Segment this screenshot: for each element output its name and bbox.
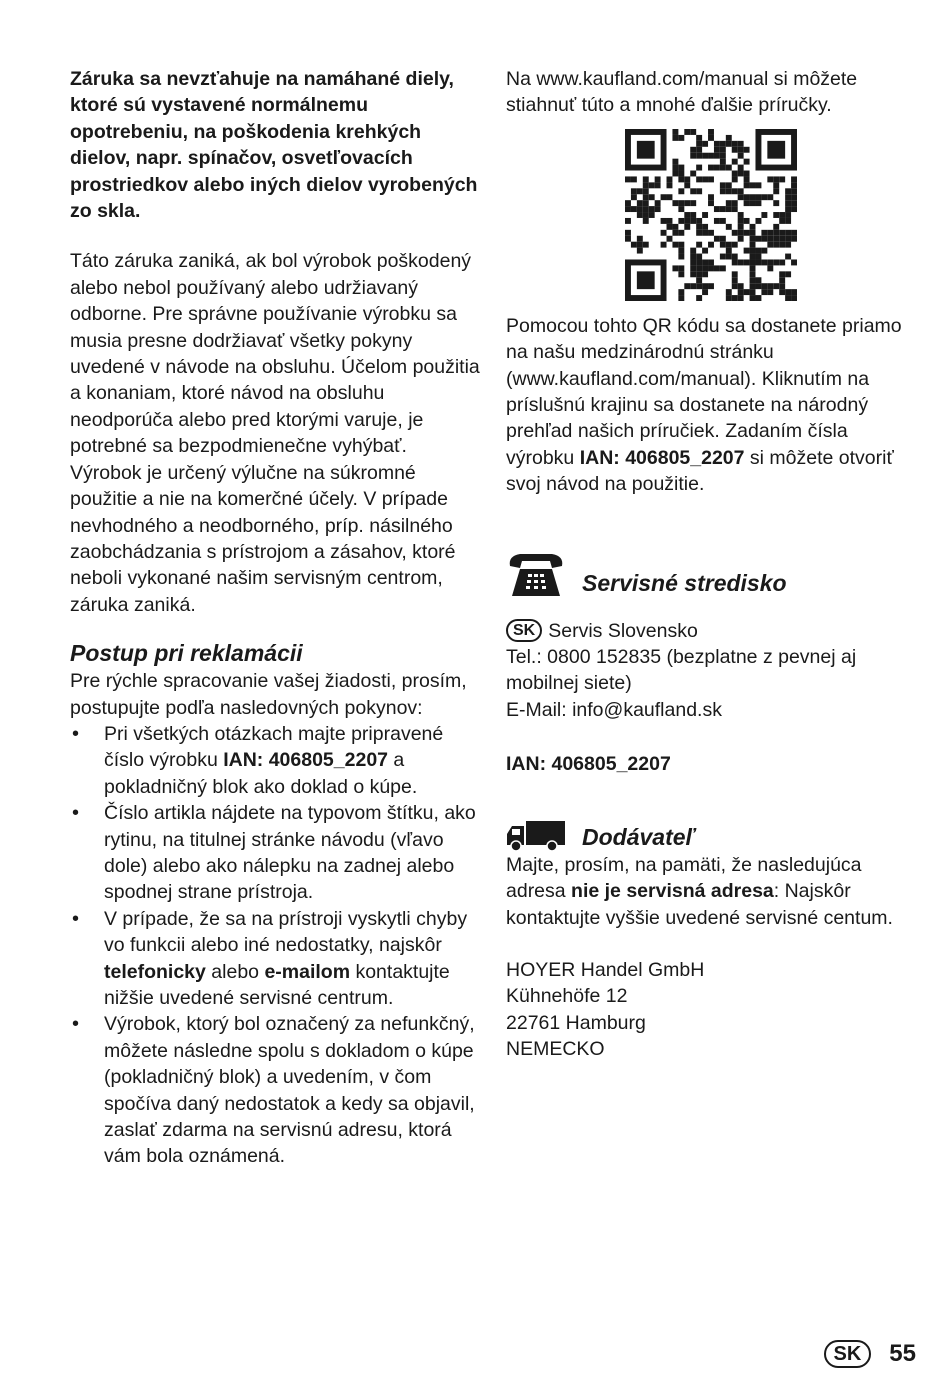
bullet-icon: • [72,907,80,930]
claims-title: Postup pri reklamácii [70,640,303,667]
address-line: Kühnehöfe 12 [506,985,628,1008]
download-text: Na www.kaufland.com/manual si môžete stiahnuť túto a mnohé ďalšie príručky. [506,68,858,117]
list-item: • Číslo artikla nájdete na typovom štítku, ako rytinu, na titulnej stránke návodu (vľavo dole) alebo ako nálepku na zadnej alebo spodnej strane prístroja. [72,802,476,904]
page-number: 55 [889,1340,916,1367]
service-ian: IAN: 406805_2207 [506,753,671,776]
service-name-line: SK Servis Slovensko [506,618,916,644]
address-line: HOYER Handel GmbH [506,958,705,981]
service-heading [506,550,916,598]
supplier-note: Majte, prosím, na pamäti, že nasledujúca adresa nie je servisná adresa: Najskôr kontaktujte vyššie uvedené servisné centum. [506,853,893,929]
truck-icon [506,820,566,852]
claims-list [70,721,482,1170]
service-title: Servisné stredisko [582,569,787,596]
list-item: • Výrobok, ktorý bol označený za nefunkčný, môžete následne spolu s dokladom o kúpe (pokladničný blok) a uvedením, v čom spočíva daný nedostatok a kedy sa objavil, zaslať zdarma na servisnú adresu, ktorá vám bola oznámená. [72,1013,475,1168]
supplier-title: Dodávateľ [582,823,695,850]
warranty-exclusion: Záruka sa nevzťahuje na namáhané diely, ktoré sú vystavené normálnemu opotrebeniu, na poškodenia krehkých dielov, napr. spínačov, osvetľovacích prostriedkov alebo iných dielov vyrobených zo skla. [70,68,478,223]
ian-number: IAN: 406805_2207 [223,749,389,772]
bullet-icon: • [72,802,80,825]
claims-intro: Pre rýchle spracovanie vašej žiadosti, prosím, postupujte podľa nasledovných pokynov: [70,670,467,719]
warranty-void-paragraph: Táto záruka zaniká, ak bol výrobok poškodený alebo nebol používaný alebo udržiavaný odborne. Pre správne používanie výrobku sa musia presne dodržiavať všetky pokyny uvedené v návode na obsluhu. Účelom použitia a konaniam, ktoré návod na obsluhu neodporúča alebo pred ktorými varuje, je potrebné sa bezpodmienečne vyhýbať. [70,250,480,458]
warranty-usage-paragraph: Výrobok je určený výlučne na súkromné použitie a nie na komerčné účely. V prípade nevhodného a neodborného, príp. násilného zaobchádzania s prístrojom a zásahov, ktoré neboli vykonané našim servisným centrom, záruka zaniká. [70,461,456,616]
address-line: 22761 Hamburg [506,1011,646,1034]
country-badge: SK [506,619,542,642]
list-item: • Pri všetkých otázkach majte pripravené číslo výrobku IAN: 406805_2207 a pokladničný blok ako doklad o kúpe. [72,722,444,798]
country-badge: SK [824,1340,872,1368]
right-column [506,66,916,1063]
bullet-icon: • [72,722,80,745]
address-line: NEMECKO [506,1038,605,1061]
service-phone: Tel.: 0800 152835 (bezplatne z pevnej aj mobilnej siete) [506,646,857,695]
qr-code-icon[interactable] [625,129,797,301]
supplier-heading [506,820,916,852]
qr-description: Pomocou tohto QR kódu sa dostanete priamo na našu medzinárodnú stránku (www.kaufland.com/manual). Kliknutím na príslušnú krajinu sa dostanete na národný prehľad našich príručiek. Zadaním čísla výrobku IAN: 406805_2207 si môžete otvoriť svoj návod na použitie. [506,314,902,496]
bullet-icon: • [72,1013,80,1036]
list-item: • V prípade, že sa na prístroji vyskytli chyby vo funkcii alebo iné nedostatky, najskôr telefonicky alebo e-mailom kontaktujte nižšie uvedené servisné centrum. [72,907,468,1009]
left-column [70,66,482,1170]
telephone-icon [506,550,566,598]
supplier-address [506,957,916,1063]
page-footer [824,1340,917,1368]
service-email[interactable]: E-Mail: info@kaufland.sk [506,698,722,721]
ian-number: IAN: 406805_2207 [579,446,745,469]
